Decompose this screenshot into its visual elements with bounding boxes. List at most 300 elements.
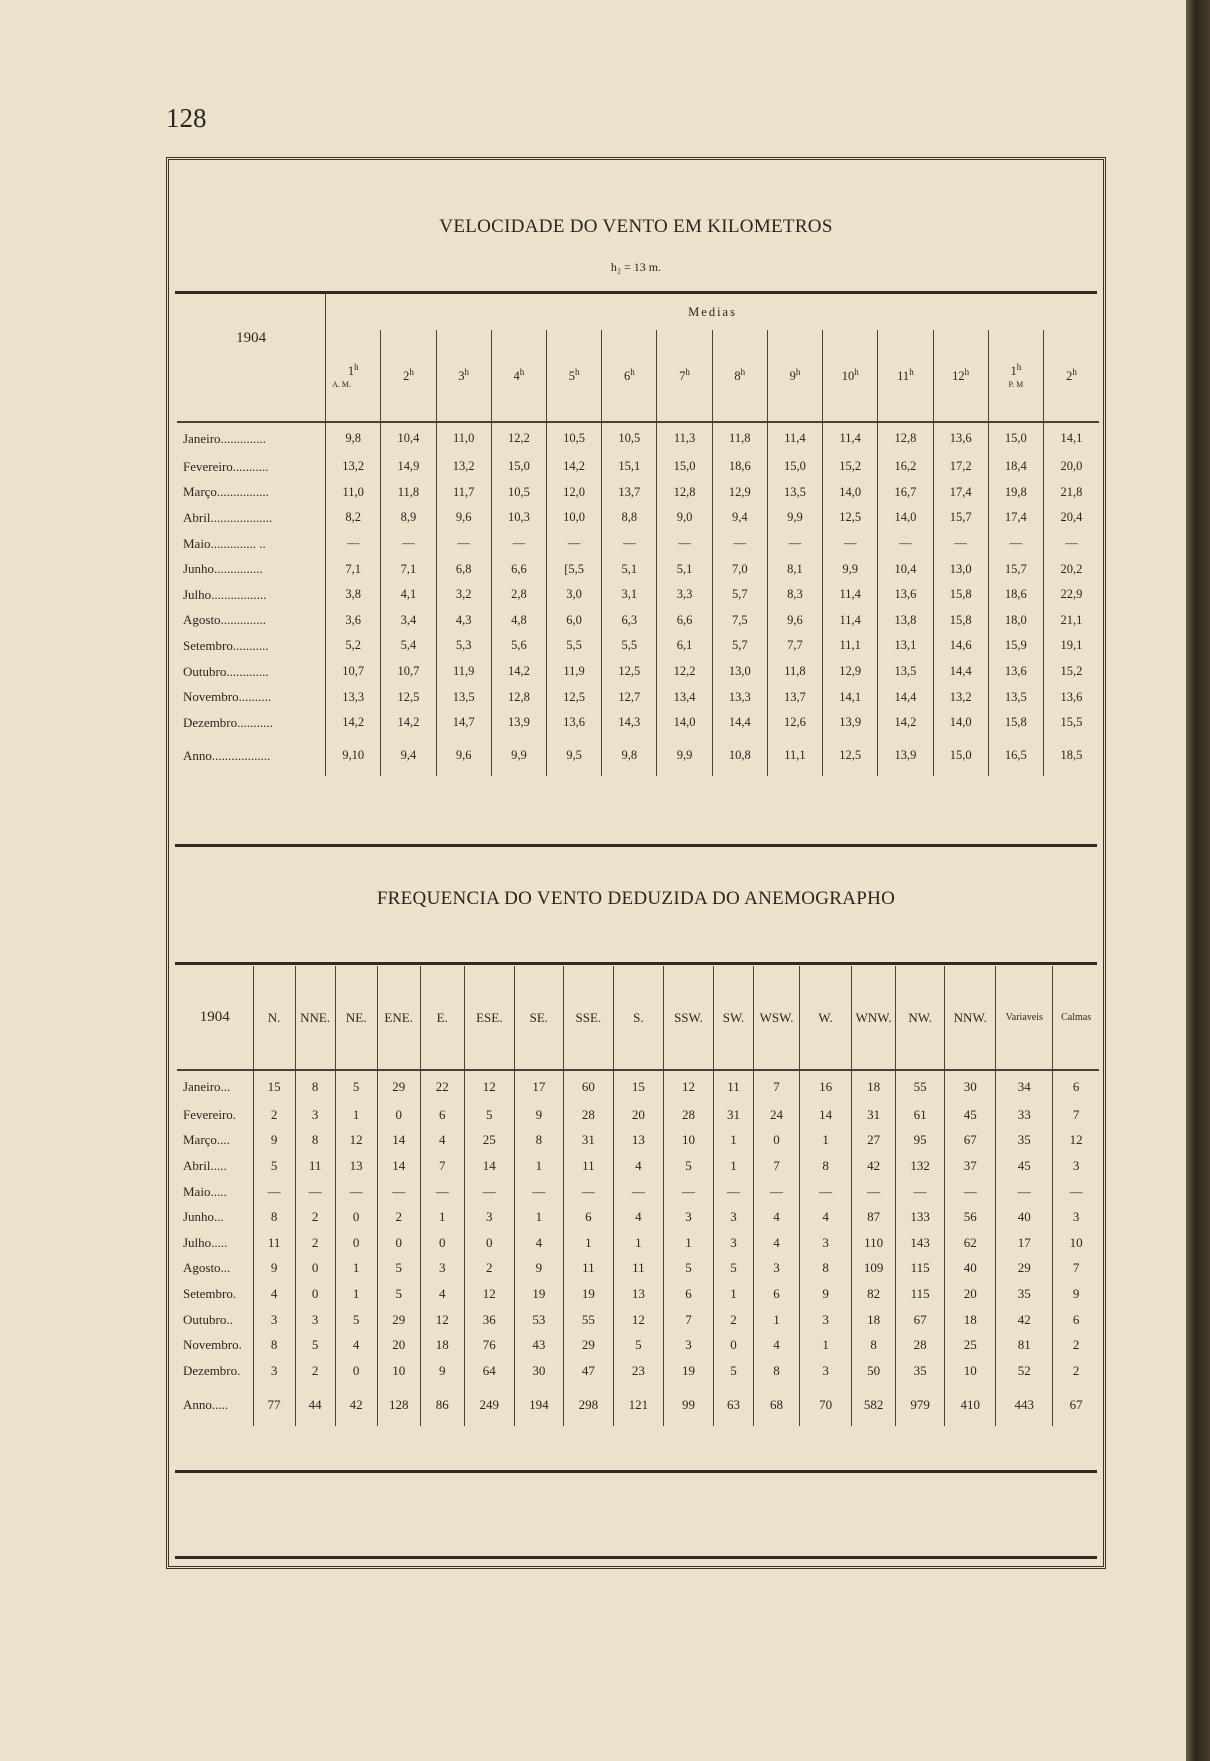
frequency-row (177, 1204, 1099, 1230)
velocity-cell: 14,1 (1043, 422, 1099, 454)
velocity-cell: 15,0 (767, 454, 822, 480)
velocity-bottom-rule (175, 844, 1097, 847)
velocity-cell: — (547, 531, 602, 557)
velocity-cell: 13,2 (933, 684, 988, 710)
velocity-cell: 12,6 (767, 710, 822, 736)
hour-value: 4 (513, 369, 520, 384)
velocity-cell: 14,2 (381, 710, 436, 736)
frequency-cell: 20 (613, 1102, 663, 1128)
frequency-cell: 5 (335, 1307, 377, 1333)
frequency-row (177, 1332, 1099, 1358)
frequency-cell: 81 (996, 1332, 1053, 1358)
velocity-cell: 10,5 (491, 480, 546, 506)
hour-header-4 (491, 330, 546, 422)
direction-header-15: NW. (896, 966, 945, 1070)
velocity-cell: 17,2 (933, 454, 988, 480)
frequency-cell: — (295, 1179, 335, 1205)
hour-suffix: h (909, 366, 914, 377)
velocity-cell: 9,8 (326, 422, 381, 454)
hour-header-7 (657, 330, 712, 422)
frequency-cell: 4 (420, 1128, 464, 1154)
velocity-cell: 14,9 (381, 454, 436, 480)
frequency-cell: 9 (253, 1128, 295, 1154)
velocity-cell: 8,9 (381, 505, 436, 531)
frequency-bottom-rule (175, 1470, 1097, 1473)
direction-header-1: N. (253, 966, 295, 1070)
direction-header-6: ESE. (464, 966, 514, 1070)
velocity-cell: 11,3 (657, 422, 712, 454)
velocity-cell: 11,8 (381, 480, 436, 506)
frequency-cell: 3 (800, 1358, 852, 1384)
hour-value: 12 (952, 369, 965, 384)
velocity-cell: 12,8 (878, 422, 933, 454)
velocity-cell: 13,6 (933, 422, 988, 454)
frequency-cell: 0 (754, 1128, 800, 1154)
frequency-row (177, 1230, 1099, 1256)
frequency-cell: 3 (295, 1307, 335, 1333)
hour-header-2 (381, 330, 436, 422)
month-label: Janeiro... (183, 1078, 231, 1094)
frequency-cell: 18 (852, 1070, 896, 1102)
frequency-cell: — (1053, 1179, 1099, 1205)
frequency-cell: 11 (613, 1256, 663, 1282)
velocity-cell: 10,8 (712, 736, 767, 776)
hour-suffix: h (354, 362, 359, 373)
direction-header-14: WNW. (852, 966, 896, 1070)
month-label: Março.... (183, 1132, 230, 1148)
velocity-cell: 6,0 (547, 608, 602, 634)
velocity-cell: — (767, 531, 822, 557)
frequency-cell: 3 (754, 1256, 800, 1282)
page-number: 128 (166, 103, 207, 133)
frequency-cell: — (377, 1179, 420, 1205)
velocity-cell: 13,7 (602, 480, 657, 506)
frequency-cell: 3 (1053, 1153, 1099, 1179)
frequency-cell: 128 (377, 1384, 420, 1426)
velocity-cell: 12,2 (491, 422, 546, 454)
frequency-cell: 67 (1053, 1384, 1099, 1426)
frequency-cell: 42 (852, 1153, 896, 1179)
frequency-cell: 1 (514, 1153, 563, 1179)
frequency-cell: 132 (896, 1153, 945, 1179)
velocity-cell: 10,7 (326, 659, 381, 685)
frequency-cell: 9 (253, 1256, 295, 1282)
hour-value: 9 (789, 369, 796, 384)
frequency-cell: — (754, 1179, 800, 1205)
frequency-cell: 35 (996, 1281, 1053, 1307)
velocity-cell: 5,4 (381, 633, 436, 659)
frequency-cell: 35 (896, 1358, 945, 1384)
frequency-cell: 40 (996, 1204, 1053, 1230)
velocity-cell: 16,7 (878, 480, 933, 506)
month-label: Anno.................. (183, 747, 271, 763)
frequency-cell: 249 (464, 1384, 514, 1426)
frequency-cell: 2 (713, 1307, 753, 1333)
year-header-spacer (177, 294, 326, 330)
frequency-cell: 19 (663, 1358, 713, 1384)
frequency-cell: 10 (377, 1358, 420, 1384)
frequency-cell: 4 (335, 1332, 377, 1358)
velocity-cell: 15,0 (491, 454, 546, 480)
velocity-cell: 12,0 (547, 480, 602, 506)
frequency-cell: 13 (613, 1281, 663, 1307)
frequency-cell: 3 (295, 1102, 335, 1128)
frequency-cell: 45 (945, 1102, 996, 1128)
frequency-cell: 40 (945, 1256, 996, 1282)
velocity-cell: 14,2 (547, 454, 602, 480)
hour-suffix: h (795, 366, 801, 377)
frequency-cell: 3 (253, 1307, 295, 1333)
frequency-cell: 3 (663, 1332, 713, 1358)
velocity-cell: 13,6 (547, 710, 602, 736)
am-label: A. M. (332, 379, 352, 389)
frequency-cell: 3 (713, 1204, 753, 1230)
hour-value: 1 (1010, 364, 1017, 379)
velocity-cell: 13,9 (823, 710, 878, 736)
frequency-cell: 77 (253, 1384, 295, 1426)
velocity-cell: 12,5 (823, 736, 878, 776)
frequency-cell: 4 (420, 1281, 464, 1307)
frequency-table (177, 966, 1099, 1426)
frequency-cell: 29 (996, 1256, 1053, 1282)
frequency-cell: 1 (800, 1332, 852, 1358)
frequency-cell: 7 (754, 1153, 800, 1179)
velocity-cell: 12,9 (823, 659, 878, 685)
velocity-cell: 12,7 (602, 684, 657, 710)
frequency-cell: 56 (945, 1204, 996, 1230)
velocity-cell: 5,5 (602, 633, 657, 659)
velocity-cell: 18,0 (988, 608, 1043, 634)
frequency-cell: 143 (896, 1230, 945, 1256)
frequency-cell: 17 (514, 1070, 563, 1102)
velocity-cell: 9,4 (381, 736, 436, 776)
velocity-cell: 10,7 (381, 659, 436, 685)
month-label: Maio.............. .. (183, 535, 266, 551)
frequency-cell: 8 (295, 1070, 335, 1102)
hour-header-12 (933, 330, 988, 422)
velocity-cell: 6,1 (657, 633, 712, 659)
frequency-cell: 20 (945, 1281, 996, 1307)
velocity-cell: 15,8 (933, 608, 988, 634)
frequency-cell: — (613, 1179, 663, 1205)
hour-value: 5 (568, 369, 575, 384)
frequency-cell: — (335, 1179, 377, 1205)
frequency-cell: 28 (896, 1332, 945, 1358)
frequency-cell: — (896, 1179, 945, 1205)
velocity-cell: 19,1 (1043, 633, 1099, 659)
velocity-cell: 11,1 (767, 736, 822, 776)
hour-value: 7 (679, 369, 686, 384)
frequency-cell: 11 (295, 1153, 335, 1179)
velocity-row (177, 531, 1099, 557)
frequency-cell: 2 (1053, 1358, 1099, 1384)
frequency-cell: 4 (613, 1153, 663, 1179)
velocity-cell: 13,3 (712, 684, 767, 710)
frequency-cell: 7 (754, 1070, 800, 1102)
velocity-cell: 9,9 (491, 736, 546, 776)
frequency-cell: 13 (613, 1128, 663, 1154)
month-label: Outubro.. (183, 1311, 233, 1327)
velocity-cell: 20,0 (1043, 454, 1099, 480)
velocity-cell: 7,1 (326, 556, 381, 582)
velocity-cell: 12,8 (657, 480, 712, 506)
velocity-cell: 14,0 (933, 710, 988, 736)
velocity-cell: 15,2 (823, 454, 878, 480)
frequency-cell: 2 (295, 1204, 335, 1230)
hour-suffix: h (630, 366, 635, 377)
frequency-cell: 115 (896, 1281, 945, 1307)
frequency-cell: 11 (563, 1153, 613, 1179)
hour-value: 1 (347, 364, 355, 379)
velocity-row (177, 608, 1099, 634)
frequency-cell: 17 (996, 1230, 1053, 1256)
frequency-cell: 3 (1053, 1204, 1099, 1230)
velocity-cell: 10,5 (547, 422, 602, 454)
velocity-cell: — (823, 531, 878, 557)
velocity-cell: 15,2 (1043, 659, 1099, 685)
frequency-cell: 115 (896, 1256, 945, 1282)
velocity-cell: 3,1 (602, 582, 657, 608)
frequency-cell: 1 (613, 1230, 663, 1256)
hour-header-6 (602, 330, 657, 422)
velocity-cell: 14,4 (878, 684, 933, 710)
velocity-cell: 15,8 (988, 710, 1043, 736)
velocity-cell: 9,5 (547, 736, 602, 776)
frequency-row (177, 1256, 1099, 1282)
velocity-cell: 11,1 (823, 633, 878, 659)
month-label: Dezembro........... (183, 714, 273, 730)
frequency-cell: 7 (1053, 1256, 1099, 1282)
velocity-cell: 15,8 (933, 582, 988, 608)
velocity-cell: 11,0 (436, 422, 491, 454)
frequency-cell: 87 (852, 1204, 896, 1230)
frequency-cell: 410 (945, 1384, 996, 1426)
frequency-cell: 6 (563, 1204, 613, 1230)
hour-value: 11 (897, 369, 910, 384)
velocity-row (177, 454, 1099, 480)
velocity-cell: — (712, 531, 767, 557)
frequency-cell: 42 (996, 1307, 1053, 1333)
velocity-cell: 21,8 (1043, 480, 1099, 506)
direction-header-17: Variaveis (996, 966, 1053, 1070)
velocity-cell: 7,7 (767, 633, 822, 659)
velocity-cell: 14,1 (823, 684, 878, 710)
hour-suffix: h (519, 366, 525, 377)
frequency-cell: 10 (663, 1128, 713, 1154)
frequency-cell: 2 (295, 1358, 335, 1384)
direction-header-5: E. (420, 966, 464, 1070)
hour-header-5 (547, 330, 602, 422)
frequency-cell: 2 (295, 1230, 335, 1256)
direction-header-8: SSE. (563, 966, 613, 1070)
frequency-cell: 5 (613, 1332, 663, 1358)
frequency-cell: — (420, 1179, 464, 1205)
frequency-cell: 4 (754, 1230, 800, 1256)
frequency-top-rule (175, 962, 1097, 965)
velocity-cell: 11,4 (823, 582, 878, 608)
frequency-cell: 15 (253, 1070, 295, 1102)
frequency-cell: 11 (713, 1070, 753, 1102)
velocity-cell: 14,3 (602, 710, 657, 736)
velocity-cell: 15,5 (1043, 710, 1099, 736)
frequency-cell: 8 (253, 1332, 295, 1358)
frequency-cell: 5 (377, 1281, 420, 1307)
velocity-cell: 14,0 (878, 505, 933, 531)
velocity-cell: 9,6 (436, 505, 491, 531)
frequency-cell: 3 (663, 1204, 713, 1230)
velocity-cell: — (878, 531, 933, 557)
velocity-cell: 3,4 (381, 608, 436, 634)
frequency-cell: 5 (253, 1153, 295, 1179)
velocity-cell: 2,8 (491, 582, 546, 608)
velocity-cell: 13,7 (767, 684, 822, 710)
month-label: Maio..... (183, 1183, 227, 1199)
velocity-cell: 5,7 (712, 633, 767, 659)
frequency-cell: 8 (852, 1332, 896, 1358)
pm-label: P. M (1008, 379, 1024, 389)
frequency-cell: 11 (253, 1230, 295, 1256)
frequency-cell: 22 (420, 1070, 464, 1102)
frequency-row (177, 1070, 1099, 1102)
velocity-cell: 15,0 (657, 454, 712, 480)
frequency-cell: 3 (464, 1204, 514, 1230)
velocity-cell: 4,1 (381, 582, 436, 608)
month-label: Fevereiro........... (183, 458, 269, 474)
velocity-cell: 18,5 (1043, 736, 1099, 776)
month-label: Julho..... (183, 1234, 228, 1250)
frequency-cell: 0 (377, 1102, 420, 1128)
frequency-cell: — (253, 1179, 295, 1205)
velocity-cell: 11,7 (436, 480, 491, 506)
frequency-cell: 31 (852, 1102, 896, 1128)
frequency-cell: 443 (996, 1384, 1053, 1426)
velocity-cell: — (381, 531, 436, 557)
velocity-cell: 11,8 (767, 659, 822, 685)
velocity-cell: — (602, 531, 657, 557)
frequency-cell: 27 (852, 1128, 896, 1154)
frequency-cell: 14 (377, 1153, 420, 1179)
frequency-cell: 18 (945, 1307, 996, 1333)
frequency-cell: 60 (563, 1070, 613, 1102)
hour-suffix: h (964, 366, 970, 377)
hour-header-10 (823, 330, 878, 422)
frequency-cell: 67 (896, 1307, 945, 1333)
velocity-cell: 5,3 (436, 633, 491, 659)
frequency-cell: 8 (253, 1204, 295, 1230)
hour-suffix: h (854, 366, 859, 377)
frequency-cell: 16 (800, 1070, 852, 1102)
velocity-cell: 15,0 (933, 736, 988, 776)
frequency-cell: 1 (713, 1153, 753, 1179)
frequency-cell: 2 (1053, 1332, 1099, 1358)
velocity-cell: 20,4 (1043, 505, 1099, 531)
hour-header-8 (712, 330, 767, 422)
velocity-cell: 12,9 (712, 480, 767, 506)
velocity-cell: 10,4 (878, 556, 933, 582)
hour-suffix: h (464, 366, 470, 377)
month-label: Setembro. (183, 1285, 237, 1301)
frequency-cell: 4 (800, 1204, 852, 1230)
direction-header-13: W. (800, 966, 852, 1070)
frequency-cell: — (663, 1179, 713, 1205)
velocity-cell: 3,0 (547, 582, 602, 608)
velocity-cell: 11,0 (326, 480, 381, 506)
frequency-cell: 1 (335, 1281, 377, 1307)
hour-value: 2 (403, 369, 410, 384)
frequency-cell: 9 (514, 1102, 563, 1128)
month-label: Julho................. (183, 586, 267, 602)
velocity-cell: 16,2 (878, 454, 933, 480)
velocity-cell: 14,2 (878, 710, 933, 736)
velocity-cell: 7,0 (712, 556, 767, 582)
velocity-cell: 13,5 (988, 684, 1043, 710)
frequency-cell: 1 (713, 1281, 753, 1307)
frequency-anno-row (177, 1384, 1099, 1426)
velocity-cell: 9,10 (326, 736, 381, 776)
frequency-cell: 1 (563, 1230, 613, 1256)
frequency-cell: 18 (852, 1307, 896, 1333)
velocity-cell: 17,4 (933, 480, 988, 506)
velocity-cell: [5,5 (547, 556, 602, 582)
frequency-cell: 0 (377, 1230, 420, 1256)
frequency-cell: 6 (420, 1102, 464, 1128)
velocity-cell: 13,2 (436, 454, 491, 480)
frequency-cell: 25 (464, 1128, 514, 1154)
frequency-cell: 30 (514, 1358, 563, 1384)
hour-value: 3 (458, 369, 465, 384)
frequency-cell: 18 (420, 1332, 464, 1358)
frequency-cell: 29 (563, 1332, 613, 1358)
direction-header-9: S. (613, 966, 663, 1070)
frequency-cell: 52 (996, 1358, 1053, 1384)
frequency-cell: 30 (945, 1070, 996, 1102)
frequency-cell: 582 (852, 1384, 896, 1426)
frequency-row (177, 1153, 1099, 1179)
frequency-year-header: 1904 (177, 966, 253, 1070)
frequency-cell: 2 (377, 1204, 420, 1230)
month-label: Dezembro. (183, 1362, 241, 1378)
frequency-cell: 19 (514, 1281, 563, 1307)
velocity-cell: 5,6 (491, 633, 546, 659)
frequency-cell: 31 (563, 1128, 613, 1154)
velocity-cell: 15,1 (602, 454, 657, 480)
frequency-cell: 33 (996, 1102, 1053, 1128)
velocity-cell: 13,6 (1043, 684, 1099, 710)
frequency-cell: 9 (800, 1281, 852, 1307)
velocity-cell: 11,9 (436, 659, 491, 685)
velocity-row (177, 684, 1099, 710)
frequency-cell: 1 (420, 1204, 464, 1230)
velocity-cell: 12,5 (547, 684, 602, 710)
frequency-cell: 10 (1053, 1230, 1099, 1256)
velocity-cell: 5,5 (547, 633, 602, 659)
frequency-cell: 20 (377, 1332, 420, 1358)
velocity-row (177, 505, 1099, 531)
frequency-cell: 4 (754, 1204, 800, 1230)
velocity-cell: 21,1 (1043, 608, 1099, 634)
frequency-row (177, 1307, 1099, 1333)
frequency-cell: 7 (663, 1307, 713, 1333)
month-label: Junho... (183, 1209, 224, 1225)
velocity-cell: 12,5 (602, 659, 657, 685)
velocity-cell: 12,8 (491, 684, 546, 710)
velocity-cell: 13,6 (878, 582, 933, 608)
frequency-cell: 25 (945, 1332, 996, 1358)
month-label: Agosto.............. (183, 612, 267, 628)
velocity-cell: 13,6 (988, 659, 1043, 685)
month-label: Outubro............. (183, 663, 269, 679)
frequency-cell: 99 (663, 1384, 713, 1426)
